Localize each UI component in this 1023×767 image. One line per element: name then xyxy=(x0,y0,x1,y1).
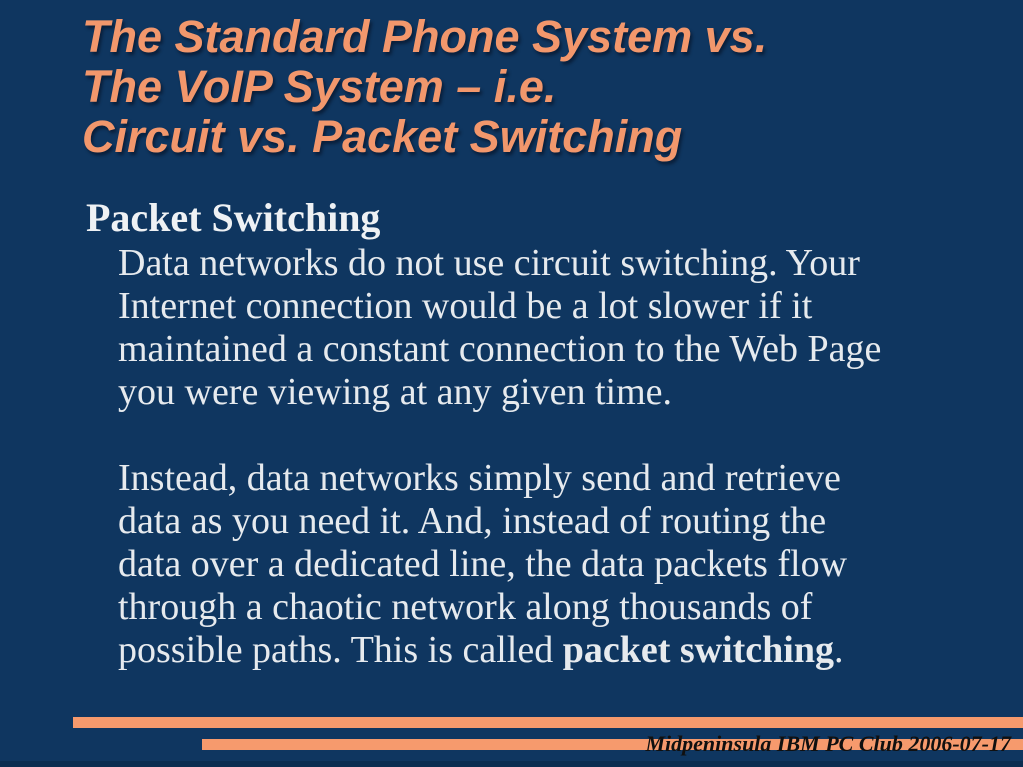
paragraph-1-line-2: Internet connection would be a lot slower if it xyxy=(118,285,813,327)
slide-bottom-edge xyxy=(0,761,1023,767)
slide-title-line-1: The Standard Phone System vs. xyxy=(82,11,768,62)
body-paragraph-2 xyxy=(118,457,996,672)
paragraph-2-line-4: through a chaotic network along thousands of xyxy=(118,586,813,628)
body-heading: Packet Switching xyxy=(86,195,381,240)
slide-body xyxy=(86,194,996,672)
paragraph-2-line-2: data as you need it. And, instead of routing the xyxy=(118,500,827,542)
paragraph-2-last-line-text: possible paths. This is called xyxy=(118,629,563,671)
paragraph-2-line-3: data over a dedicated line, the data packets flow xyxy=(118,543,848,585)
paragraph-2-line-5 xyxy=(118,629,996,672)
paragraph-1-line-4: you were viewing at any given time. xyxy=(118,371,673,413)
body-paragraph-1 xyxy=(118,242,996,414)
footer-credit-text: Midpeninsula IBM PC Club 2006-07-17 xyxy=(645,731,1011,756)
slide-title-line-3: Circuit vs. Packet Switching xyxy=(82,111,683,162)
paragraph-1-line-3: maintained a constant connection to the Web Page xyxy=(118,328,882,370)
paragraph-2-last-line-period: . xyxy=(834,629,844,671)
slide-title-line-2: The VoIP System – i.e. xyxy=(82,61,557,112)
paragraph-2-bold-term: packet switching xyxy=(562,629,834,671)
slide-title xyxy=(82,12,767,162)
paragraph-1-line-1: Data networks do not use circuit switching. Your xyxy=(118,242,860,284)
footer-accent-bar-top xyxy=(73,717,1023,728)
paragraph-2-line-1: Instead, data networks simply send and retrieve xyxy=(118,457,841,499)
